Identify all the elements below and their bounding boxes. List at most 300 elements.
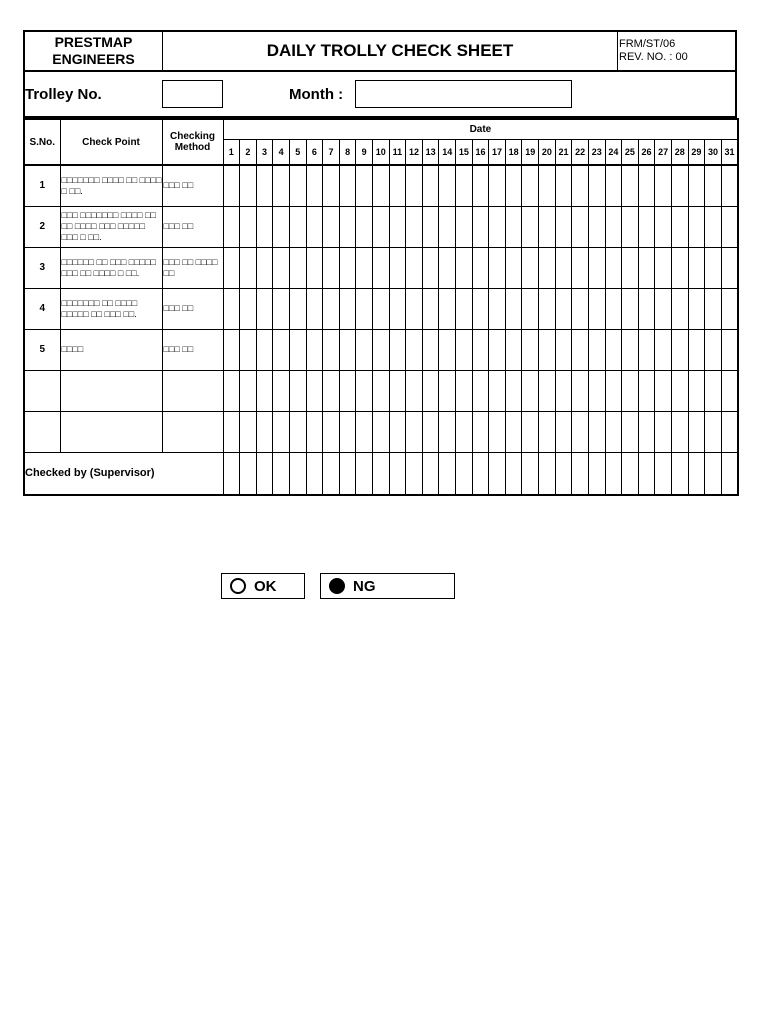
day-entry-cell[interactable] xyxy=(273,206,290,247)
day-entry-cell[interactable] xyxy=(306,370,323,411)
day-entry-cell[interactable] xyxy=(289,165,306,206)
day-entry-cell[interactable] xyxy=(638,288,655,329)
day-entry-cell[interactable] xyxy=(439,206,456,247)
day-entry-cell[interactable] xyxy=(539,206,556,247)
day-entry-cell[interactable] xyxy=(655,288,672,329)
day-entry-cell[interactable] xyxy=(638,206,655,247)
legend-ok xyxy=(221,573,305,599)
day-entry-cell[interactable] xyxy=(289,329,306,370)
header-date: Date xyxy=(223,119,738,139)
day-entry-cell[interactable] xyxy=(638,247,655,288)
day-entry-cell[interactable] xyxy=(721,165,738,206)
day-entry-cell[interactable] xyxy=(372,165,389,206)
legend-ng-label: NG xyxy=(353,577,376,595)
day-entry-cell[interactable] xyxy=(306,206,323,247)
day-entry-cell[interactable] xyxy=(655,247,672,288)
day-entry-cell[interactable] xyxy=(671,411,688,452)
row-sno: 1 xyxy=(24,165,60,206)
day-entry-cell[interactable] xyxy=(356,165,373,206)
supervisor-sign-cell[interactable] xyxy=(439,452,456,495)
day-entry-cell[interactable] xyxy=(505,247,522,288)
day-entry-cell[interactable] xyxy=(439,411,456,452)
day-header: 24 xyxy=(605,139,622,165)
day-entry-cell[interactable] xyxy=(705,165,722,206)
day-entry-cell[interactable] xyxy=(339,411,356,452)
day-entry-cell[interactable] xyxy=(223,247,240,288)
day-entry-cell[interactable] xyxy=(240,411,257,452)
day-entry-cell[interactable] xyxy=(655,411,672,452)
day-entry-cell[interactable] xyxy=(705,247,722,288)
day-entry-cell[interactable] xyxy=(306,247,323,288)
day-entry-cell[interactable] xyxy=(555,370,572,411)
day-header: 30 xyxy=(705,139,722,165)
sheet-header xyxy=(23,30,737,72)
day-header: 8 xyxy=(339,139,356,165)
day-entry-cell[interactable] xyxy=(688,206,705,247)
day-entry-cell[interactable] xyxy=(372,411,389,452)
day-entry-cell[interactable] xyxy=(456,288,473,329)
supervisor-row xyxy=(24,452,738,495)
revision-number: REV. NO. : 00 xyxy=(619,51,688,63)
day-entry-cell[interactable] xyxy=(289,206,306,247)
day-entry-cell[interactable] xyxy=(356,247,373,288)
day-entry-cell[interactable] xyxy=(389,329,406,370)
day-entry-cell[interactable] xyxy=(223,370,240,411)
day-entry-cell[interactable] xyxy=(572,329,589,370)
day-entry-cell[interactable] xyxy=(456,165,473,206)
day-entry-cell[interactable] xyxy=(339,370,356,411)
day-entry-cell[interactable] xyxy=(356,411,373,452)
day-entry-cell[interactable] xyxy=(555,247,572,288)
day-entry-cell[interactable] xyxy=(439,247,456,288)
day-entry-cell[interactable] xyxy=(306,288,323,329)
day-entry-cell[interactable] xyxy=(522,247,539,288)
day-entry-cell[interactable] xyxy=(472,370,489,411)
day-entry-cell[interactable] xyxy=(273,370,290,411)
day-entry-cell[interactable] xyxy=(472,165,489,206)
day-entry-cell[interactable] xyxy=(240,288,257,329)
day-entry-cell[interactable] xyxy=(505,411,522,452)
day-entry-cell[interactable] xyxy=(289,370,306,411)
day-entry-cell[interactable] xyxy=(721,329,738,370)
supervisor-sign-cell[interactable] xyxy=(655,452,672,495)
day-entry-cell[interactable] xyxy=(539,288,556,329)
day-entry-cell[interactable] xyxy=(622,329,639,370)
supervisor-sign-cell[interactable] xyxy=(306,452,323,495)
day-entry-cell[interactable] xyxy=(588,329,605,370)
day-entry-cell[interactable] xyxy=(555,411,572,452)
day-entry-cell[interactable] xyxy=(705,329,722,370)
day-entry-cell[interactable] xyxy=(256,370,273,411)
day-entry-cell[interactable] xyxy=(273,247,290,288)
row-checking-method: □□□ □□ xyxy=(162,206,223,247)
day-entry-cell[interactable] xyxy=(389,247,406,288)
day-header: 31 xyxy=(721,139,738,165)
day-entry-cell[interactable] xyxy=(256,288,273,329)
day-entry-cell[interactable] xyxy=(323,288,340,329)
day-entry-cell[interactable] xyxy=(638,165,655,206)
day-entry-cell[interactable] xyxy=(522,165,539,206)
day-entry-cell[interactable] xyxy=(223,165,240,206)
day-entry-cell[interactable] xyxy=(539,165,556,206)
day-entry-cell[interactable] xyxy=(389,288,406,329)
day-entry-cell[interactable] xyxy=(605,329,622,370)
day-entry-cell[interactable] xyxy=(522,411,539,452)
supervisor-sign-cell[interactable] xyxy=(339,452,356,495)
day-entry-cell[interactable] xyxy=(705,411,722,452)
supervisor-sign-cell[interactable] xyxy=(323,452,340,495)
day-entry-cell[interactable] xyxy=(223,329,240,370)
header-check-point: Check Point xyxy=(60,119,162,165)
day-entry-cell[interactable] xyxy=(655,206,672,247)
day-entry-cell[interactable] xyxy=(721,288,738,329)
day-entry-cell[interactable] xyxy=(256,165,273,206)
day-entry-cell[interactable] xyxy=(389,206,406,247)
day-entry-cell[interactable] xyxy=(356,288,373,329)
day-entry-cell[interactable] xyxy=(240,247,257,288)
day-entry-cell[interactable] xyxy=(389,370,406,411)
day-entry-cell[interactable] xyxy=(223,288,240,329)
day-entry-cell[interactable] xyxy=(306,411,323,452)
day-entry-cell[interactable] xyxy=(572,411,589,452)
day-entry-cell[interactable] xyxy=(721,370,738,411)
header-checking-method: Checking Method xyxy=(162,119,223,165)
day-entry-cell[interactable] xyxy=(422,165,439,206)
day-entry-cell[interactable] xyxy=(289,411,306,452)
day-entry-cell[interactable] xyxy=(372,329,389,370)
row-check-point: □□□ □□□□□□□ □□□□ □□ □□ □□□□ □□□ □□□□□ □□□ □ □□. xyxy=(60,206,162,247)
day-entry-cell[interactable] xyxy=(522,370,539,411)
supervisor-sign-cell[interactable] xyxy=(705,452,722,495)
day-entry-cell[interactable] xyxy=(605,370,622,411)
day-entry-cell[interactable] xyxy=(372,370,389,411)
day-entry-cell[interactable] xyxy=(539,370,556,411)
day-header: 12 xyxy=(406,139,423,165)
day-header: 26 xyxy=(638,139,655,165)
supervisor-sign-cell[interactable] xyxy=(638,452,655,495)
day-entry-cell[interactable] xyxy=(638,370,655,411)
day-header: 14 xyxy=(439,139,456,165)
table-row xyxy=(24,370,738,411)
day-entry-cell[interactable] xyxy=(539,411,556,452)
legend-ng xyxy=(320,573,455,599)
day-header: 25 xyxy=(622,139,639,165)
day-entry-cell[interactable] xyxy=(339,165,356,206)
supervisor-sign-cell[interactable] xyxy=(605,452,622,495)
supervisor-sign-cell[interactable] xyxy=(256,452,273,495)
table-header-row xyxy=(24,119,738,139)
day-entry-cell[interactable] xyxy=(588,370,605,411)
day-entry-cell[interactable] xyxy=(323,370,340,411)
day-entry-cell[interactable] xyxy=(505,329,522,370)
day-entry-cell[interactable] xyxy=(721,247,738,288)
day-entry-cell[interactable] xyxy=(323,165,340,206)
day-entry-cell[interactable] xyxy=(422,288,439,329)
supervisor-sign-cell[interactable] xyxy=(489,452,506,495)
row-sno: 5 xyxy=(24,329,60,370)
day-entry-cell[interactable] xyxy=(638,329,655,370)
supervisor-sign-cell[interactable] xyxy=(273,452,290,495)
supervisor-sign-cell[interactable] xyxy=(472,452,489,495)
day-entry-cell[interactable] xyxy=(472,247,489,288)
day-header: 17 xyxy=(489,139,506,165)
day-header: 23 xyxy=(588,139,605,165)
supervisor-sign-cell[interactable] xyxy=(240,452,257,495)
day-entry-cell[interactable] xyxy=(622,206,639,247)
day-header: 9 xyxy=(356,139,373,165)
day-entry-cell[interactable] xyxy=(705,288,722,329)
day-entry-cell[interactable] xyxy=(705,370,722,411)
day-entry-cell[interactable] xyxy=(605,165,622,206)
row-check-point xyxy=(60,370,162,411)
supervisor-sign-cell[interactable] xyxy=(588,452,605,495)
day-entry-cell[interactable] xyxy=(389,411,406,452)
day-entry-cell[interactable] xyxy=(489,370,506,411)
day-entry-cell[interactable] xyxy=(372,206,389,247)
day-entry-cell[interactable] xyxy=(539,329,556,370)
day-entry-cell[interactable] xyxy=(688,247,705,288)
supervisor-sign-cell[interactable] xyxy=(289,452,306,495)
supervisor-sign-cell[interactable] xyxy=(671,452,688,495)
supervisor-sign-cell[interactable] xyxy=(456,452,473,495)
day-entry-cell[interactable] xyxy=(422,329,439,370)
day-entry-cell[interactable] xyxy=(389,165,406,206)
day-entry-cell[interactable] xyxy=(240,206,257,247)
day-entry-cell[interactable] xyxy=(688,370,705,411)
day-entry-cell[interactable] xyxy=(256,329,273,370)
day-entry-cell[interactable] xyxy=(555,206,572,247)
day-entry-cell[interactable] xyxy=(588,206,605,247)
day-entry-cell[interactable] xyxy=(256,206,273,247)
day-entry-cell[interactable] xyxy=(356,329,373,370)
day-entry-cell[interactable] xyxy=(422,370,439,411)
day-entry-cell[interactable] xyxy=(406,247,423,288)
row-sno xyxy=(24,411,60,452)
day-entry-cell[interactable] xyxy=(588,247,605,288)
day-entry-cell[interactable] xyxy=(489,329,506,370)
row-sno xyxy=(24,370,60,411)
day-entry-cell[interactable] xyxy=(572,247,589,288)
day-entry-cell[interactable] xyxy=(289,247,306,288)
day-entry-cell[interactable] xyxy=(472,329,489,370)
day-entry-cell[interactable] xyxy=(406,288,423,329)
day-entry-cell[interactable] xyxy=(489,165,506,206)
day-entry-cell[interactable] xyxy=(240,329,257,370)
supervisor-sign-cell[interactable] xyxy=(721,452,738,495)
day-entry-cell[interactable] xyxy=(339,247,356,288)
day-entry-cell[interactable] xyxy=(406,411,423,452)
day-entry-cell[interactable] xyxy=(605,411,622,452)
day-entry-cell[interactable] xyxy=(339,288,356,329)
day-entry-cell[interactable] xyxy=(655,370,672,411)
day-entry-cell[interactable] xyxy=(721,206,738,247)
day-entry-cell[interactable] xyxy=(456,370,473,411)
day-entry-cell[interactable] xyxy=(489,247,506,288)
day-entry-cell[interactable] xyxy=(439,329,456,370)
day-entry-cell[interactable] xyxy=(505,370,522,411)
day-entry-cell[interactable] xyxy=(240,370,257,411)
day-entry-cell[interactable] xyxy=(289,288,306,329)
day-entry-cell[interactable] xyxy=(588,165,605,206)
day-entry-cell[interactable] xyxy=(622,165,639,206)
day-entry-cell[interactable] xyxy=(605,247,622,288)
day-entry-cell[interactable] xyxy=(671,247,688,288)
day-entry-cell[interactable] xyxy=(406,329,423,370)
day-entry-cell[interactable] xyxy=(522,288,539,329)
day-entry-cell[interactable] xyxy=(323,329,340,370)
form-reference xyxy=(618,32,735,70)
day-entry-cell[interactable] xyxy=(356,370,373,411)
day-entry-cell[interactable] xyxy=(522,329,539,370)
day-header: 27 xyxy=(655,139,672,165)
day-header: 6 xyxy=(306,139,323,165)
supervisor-sign-cell[interactable] xyxy=(422,452,439,495)
day-entry-cell[interactable] xyxy=(223,206,240,247)
row-checking-method: □□□ □□ xyxy=(162,329,223,370)
day-entry-cell[interactable] xyxy=(638,411,655,452)
day-entry-cell[interactable] xyxy=(555,288,572,329)
day-entry-cell[interactable] xyxy=(356,206,373,247)
day-entry-cell[interactable] xyxy=(422,247,439,288)
day-entry-cell[interactable] xyxy=(522,206,539,247)
day-entry-cell[interactable] xyxy=(588,411,605,452)
day-entry-cell[interactable] xyxy=(223,411,240,452)
day-entry-cell[interactable] xyxy=(406,206,423,247)
month-field[interactable] xyxy=(355,80,572,108)
supervisor-sign-cell[interactable] xyxy=(572,452,589,495)
day-entry-cell[interactable] xyxy=(439,165,456,206)
day-entry-cell[interactable] xyxy=(422,206,439,247)
day-entry-cell[interactable] xyxy=(605,288,622,329)
day-entry-cell[interactable] xyxy=(422,411,439,452)
day-entry-cell[interactable] xyxy=(705,206,722,247)
day-entry-cell[interactable] xyxy=(323,411,340,452)
day-entry-cell[interactable] xyxy=(605,206,622,247)
day-entry-cell[interactable] xyxy=(622,411,639,452)
table-row xyxy=(24,206,738,247)
day-entry-cell[interactable] xyxy=(439,370,456,411)
day-entry-cell[interactable] xyxy=(572,206,589,247)
day-entry-cell[interactable] xyxy=(671,288,688,329)
day-entry-cell[interactable] xyxy=(688,288,705,329)
day-entry-cell[interactable] xyxy=(622,370,639,411)
day-entry-cell[interactable] xyxy=(572,370,589,411)
supervisor-sign-cell[interactable] xyxy=(688,452,705,495)
row-checking-method: □□□ □□ xyxy=(162,288,223,329)
day-entry-cell[interactable] xyxy=(655,165,672,206)
supervisor-sign-cell[interactable] xyxy=(356,452,373,495)
day-header: 2 xyxy=(240,139,257,165)
day-entry-cell[interactable] xyxy=(505,288,522,329)
day-entry-cell[interactable] xyxy=(655,329,672,370)
day-entry-cell[interactable] xyxy=(472,288,489,329)
day-entry-cell[interactable] xyxy=(505,206,522,247)
day-entry-cell[interactable] xyxy=(622,288,639,329)
supervisor-sign-cell[interactable] xyxy=(539,452,556,495)
trolley-no-field[interactable] xyxy=(162,80,223,108)
check-sheet xyxy=(23,30,737,496)
supervisor-sign-cell[interactable] xyxy=(389,452,406,495)
day-entry-cell[interactable] xyxy=(372,288,389,329)
supervisor-sign-cell[interactable] xyxy=(372,452,389,495)
empty-circle-icon xyxy=(230,578,246,594)
day-entry-cell[interactable] xyxy=(256,411,273,452)
day-entry-cell[interactable] xyxy=(240,165,257,206)
day-entry-cell[interactable] xyxy=(555,165,572,206)
day-header: 22 xyxy=(572,139,589,165)
day-entry-cell[interactable] xyxy=(489,288,506,329)
day-entry-cell[interactable] xyxy=(539,247,556,288)
day-entry-cell[interactable] xyxy=(323,206,340,247)
day-header: 16 xyxy=(472,139,489,165)
day-entry-cell[interactable] xyxy=(339,206,356,247)
day-entry-cell[interactable] xyxy=(306,329,323,370)
header-sno: S.No. xyxy=(24,119,60,165)
day-entry-cell[interactable] xyxy=(273,329,290,370)
day-entry-cell[interactable] xyxy=(505,165,522,206)
day-entry-cell[interactable] xyxy=(273,411,290,452)
day-entry-cell[interactable] xyxy=(323,247,340,288)
day-entry-cell[interactable] xyxy=(671,329,688,370)
day-entry-cell[interactable] xyxy=(489,411,506,452)
day-entry-cell[interactable] xyxy=(406,165,423,206)
day-entry-cell[interactable] xyxy=(339,329,356,370)
table-row xyxy=(24,411,738,452)
day-entry-cell[interactable] xyxy=(472,411,489,452)
supervisor-sign-cell[interactable] xyxy=(406,452,423,495)
day-entry-cell[interactable] xyxy=(622,247,639,288)
day-entry-cell[interactable] xyxy=(256,247,273,288)
day-header: 10 xyxy=(372,139,389,165)
day-entry-cell[interactable] xyxy=(688,165,705,206)
day-entry-cell[interactable] xyxy=(555,329,572,370)
day-entry-cell[interactable] xyxy=(306,165,323,206)
supervisor-sign-cell[interactable] xyxy=(522,452,539,495)
day-entry-cell[interactable] xyxy=(456,206,473,247)
day-entry-cell[interactable] xyxy=(588,288,605,329)
day-entry-cell[interactable] xyxy=(671,165,688,206)
day-entry-cell[interactable] xyxy=(572,165,589,206)
day-entry-cell[interactable] xyxy=(372,247,389,288)
day-entry-cell[interactable] xyxy=(671,370,688,411)
supervisor-sign-cell[interactable] xyxy=(505,452,522,495)
day-header: 28 xyxy=(671,139,688,165)
day-entry-cell[interactable] xyxy=(406,370,423,411)
day-entry-cell[interactable] xyxy=(456,329,473,370)
day-entry-cell[interactable] xyxy=(688,329,705,370)
day-header: 5 xyxy=(289,139,306,165)
supervisor-sign-cell[interactable] xyxy=(223,452,240,495)
day-entry-cell[interactable] xyxy=(273,288,290,329)
row-checking-method: □□□ □□ □□□□ □□ xyxy=(162,247,223,288)
day-entry-cell[interactable] xyxy=(572,288,589,329)
day-entry-cell[interactable] xyxy=(688,411,705,452)
day-entry-cell[interactable] xyxy=(472,206,489,247)
day-entry-cell[interactable] xyxy=(456,247,473,288)
day-entry-cell[interactable] xyxy=(671,206,688,247)
day-entry-cell[interactable] xyxy=(456,411,473,452)
day-entry-cell[interactable] xyxy=(439,288,456,329)
day-entry-cell[interactable] xyxy=(721,411,738,452)
supervisor-sign-cell[interactable] xyxy=(555,452,572,495)
day-entry-cell[interactable] xyxy=(273,165,290,206)
row-checking-method xyxy=(162,370,223,411)
company-name-line1: PRESTMAP xyxy=(54,34,133,50)
supervisor-sign-cell[interactable] xyxy=(622,452,639,495)
day-entry-cell[interactable] xyxy=(489,206,506,247)
row-check-point: □□□□□□□ □□□□ □□ □□□□ □ □□. xyxy=(60,165,162,206)
day-header: 21 xyxy=(555,139,572,165)
